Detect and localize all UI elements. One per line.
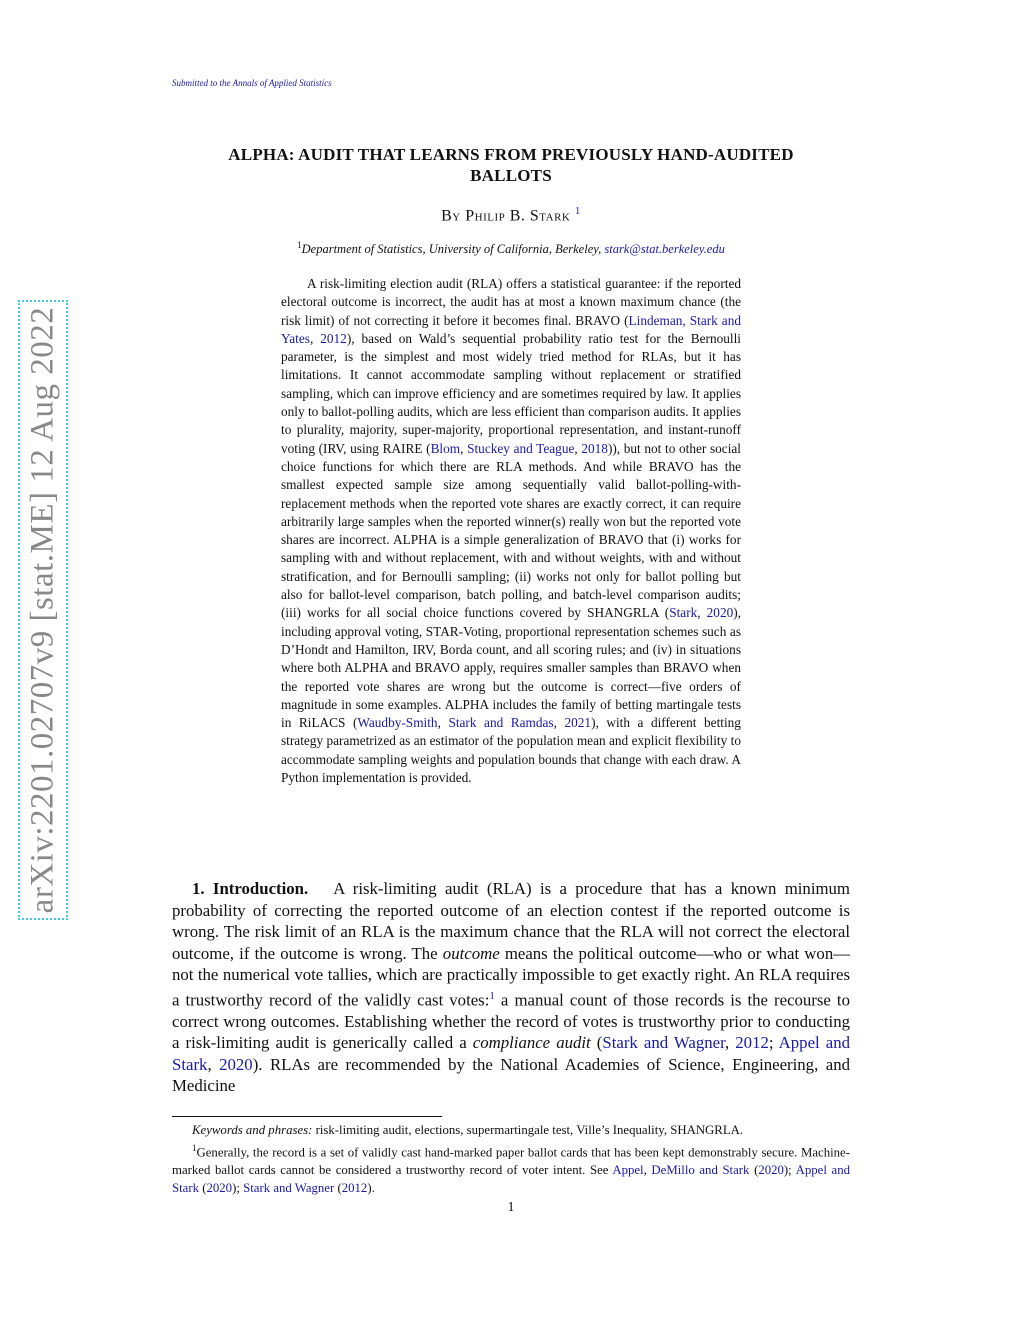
author-name: By Philip B. Stark — [441, 207, 571, 225]
citation-link[interactable]: Stark and Wagner — [602, 1033, 725, 1053]
introduction-paragraph: 1. Introduction. A risk-limiting audit (RLA) is a procedure that has a known minimum probability of correcting the reported outcome of an election contest if the reported outcome is wrong. The risk limit of an RLA is the maximum chance that the RLA will not correct the electoral outcome, if the outcome is wrong. The outcome means the political outcome—who or what won—not the numerical vote tallies, which are practically impossible to get exactly right. An RLA requires a trustworthy record of the validly cast votes:$^1$ a manual count of those records is the recourse to correct wrong outcomes. Establishing whether the record of votes is trustworthy prior to conducting a risk-limiting audit is generically called a compliance audit (Stark and Wagner, 2012; Appel and Stark, 2020). RLAs are recommended by the National Academies of Science, Engineering, and Medicine — [172, 879, 850, 1096]
footnote-mark-link[interactable]: 1 — [489, 989, 495, 1002]
reference-link[interactable]: Appel and Stark — [172, 1163, 850, 1196]
affiliation-line — [172, 240, 850, 257]
citation-link[interactable]: Blom — [430, 440, 461, 456]
reference-link[interactable]: DeMillo and Stark — [651, 1163, 750, 1178]
author-affiliation-mark[interactable]: 1 — [574, 205, 581, 217]
affiliation-mark: 1 — [297, 240, 302, 250]
citation-year-link[interactable]: 2020 — [706, 605, 734, 621]
citation-year-link[interactable]: 2021 — [564, 715, 592, 731]
citation-link[interactable]: Lindeman, Stark and Yates — [281, 312, 741, 346]
reference-year-link[interactable]: 2020 — [758, 1163, 784, 1178]
page-number: 1 — [507, 1200, 515, 1215]
author-email-link[interactable]: stark@stat.berkeley.edu — [604, 242, 725, 257]
reference-link[interactable]: Appel — [612, 1163, 644, 1178]
affiliation-text: Department of Statistics, University of California, Berkeley, — [301, 242, 602, 257]
citation-link[interactable]: Stark and Ramdas — [448, 715, 554, 731]
citation-year-link[interactable]: 2018 — [581, 440, 608, 456]
reference-year-link[interactable]: 2020 — [206, 1181, 233, 1196]
reference-year-link[interactable]: 2012 — [341, 1181, 368, 1196]
journal-header-note: Submitted to the Annals of Applied Statistics — [172, 78, 332, 88]
citation-link[interactable]: Stuckey and Teague — [467, 440, 575, 456]
paper-title — [172, 144, 850, 186]
abstract: A risk-limiting election audit (RLA) offers a statistical guarantee: if the reported electoral outcome is incorrect, the audit has at most a known maximum chance (the risk limit) of not correcting it before it becomes final. BRAVO (Lindeman, Stark and Yates, 2012), based on Wald’s sequential probability ratio test for the Bernoulli parameter, is the simplest and most widely tried method for RLAs, but it has limitations. It cannot accommodate sampling without replacement or stratified sampling, which can improve efficiency and are sometimes required by law. It applies only to ballot-polling audits, which are less efficient than comparison audits. It applies to plurality, majority, super-majority, proportional representation, and instant-runoff voting (IRV, using RAIRE (Blom, Stuckey and Teague, 2018)), but not to other social choice functions for which there are RLA methods. And while BRAVO has the smallest expected sample size among sequentially valid ballot-polling-with-replacement methods when the reported vote shares are exactly correct, it can require arbitrarily large samples when the reported winner(s) really won but the reported vote shares are incorrect. ALPHA is a simple generalization of BRAVO that (i) works for sampling with and without replacement, with and without weights, with and without stratification, and for Bernoulli sampling; (ii) works not only for ballot polling but also for ballot-level comparison, batch polling, and batch-level comparison audits; (iii) works for all social choice functions covered by SHANGRLA (Stark, 2020), including approval voting, STAR-Voting, proportional representation schemes such as D’Hondt and Hamilton, IRV, Borda count, and all scoring rules; and (iv) in situations where both ALPHA and BRAVO apply, requires smaller samples than BRAVO when the reported vote shares are wrong but the outcome is correct—five orders of magnitude in some examples. ALPHA includes the family of betting martingale tests in RiLACS (Waudby-Smith, Stark and Ramdas, 2021), with a different betting strategy parametrized as an estimator of the population mean and explicit flexibility to accommodate sampling weights and population bounds that change with each draw. A Python implementation is provided. — [281, 276, 741, 786]
citation-link[interactable]: Waudby-Smith — [357, 715, 438, 731]
author-line — [172, 205, 850, 225]
section-heading-introduction: 1. Introduction. — [192, 879, 309, 898]
citation-year-link[interactable]: 2012 — [320, 330, 347, 346]
footnote-1-mark: 1 — [192, 1143, 197, 1153]
keywords-line: Keywords and phrases: risk-limiting audit, elections, supermartingale test, Ville’s Inequality, SHANGRLA. — [192, 1123, 744, 1137]
title-line-1: ALPHA: AUDIT THAT LEARNS FROM PREVIOUSLY HAND-AUDITED — [228, 145, 794, 164]
citation-link[interactable]: Stark — [669, 605, 698, 621]
title-line-2: BALLOTS — [470, 166, 552, 185]
footnote-rule — [172, 1116, 442, 1117]
footnotes — [172, 1121, 850, 1197]
footnote-1: $^1$Generally, the record is a set of validly cast hand-marked paper ballot cards that has been kept demonstrably secure. Machine-marked ballot cards cannot be considered a trustworthy record of voter intent. See Appel, DeMillo and Stark (2020); Appel and Stark (2020); Stark and Wagner (2012). — [172, 1143, 850, 1196]
arxiv-identifier-stamp[interactable] — [18, 300, 68, 920]
citation-link[interactable]: Appel and Stark — [172, 1033, 850, 1074]
reference-link[interactable]: Stark and Wagner — [243, 1181, 335, 1196]
arxiv-identifier-text: arXiv:2201.02707v9 [stat.ME] 12 Aug 2022 — [24, 306, 61, 914]
citation-year-link[interactable]: 2012 — [735, 1033, 769, 1053]
citation-year-link[interactable]: 2020 — [219, 1054, 253, 1074]
